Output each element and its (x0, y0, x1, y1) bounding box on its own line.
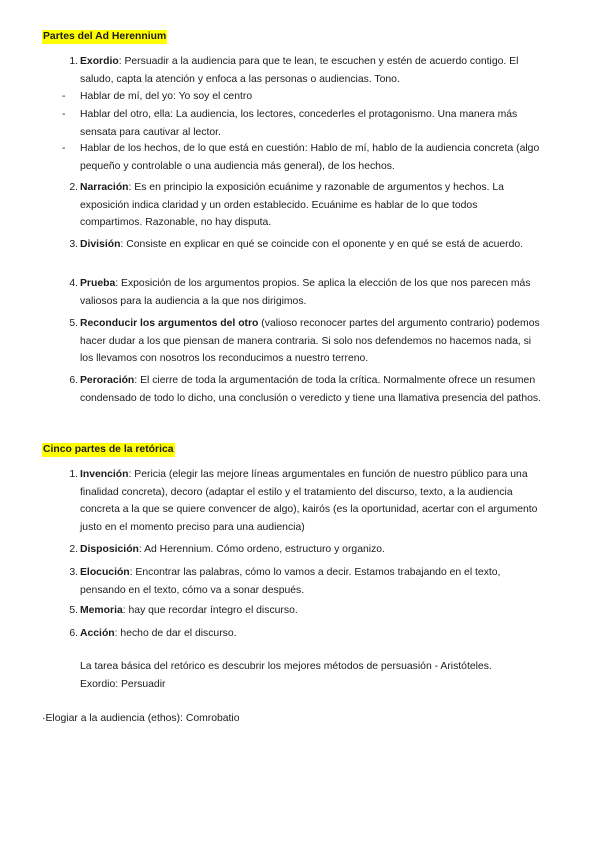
list-marker: 1. (69, 56, 78, 67)
list-item-body: : hecho de dar el discurso. (114, 628, 237, 639)
list-item-body: : Consiste en explicar en qué se coincide con el oponente y en qué se está de acuerdo. (120, 239, 524, 250)
list-marker: - (62, 109, 66, 120)
list-marker: - (62, 143, 66, 154)
list-marker: 5. (69, 605, 78, 616)
list-item-term: Peroración (80, 375, 135, 386)
list-item-body: Hablar del otro, ella: La audiencia, los lectores, concederles el protagonismo. Una manera más sensata para cautivar al lector. (80, 109, 518, 138)
list-item-term: Reconducir los argumentos del otro (80, 318, 259, 329)
list-item-text (80, 179, 542, 232)
list-item-text (80, 53, 542, 88)
list-item-text (80, 315, 542, 368)
list-item-term: Elocución (80, 567, 130, 578)
list-item-term: Memoria (80, 605, 123, 616)
list-item-term: División (80, 239, 121, 250)
list-item-body: : Ad Herennium. Cómo ordeno, estructuro y organizo. (138, 544, 385, 555)
list-item-term: Prueba (80, 278, 116, 289)
list-item-text (80, 106, 542, 141)
list-item-text (80, 275, 542, 310)
list-item-term: Disposición (80, 544, 139, 555)
list-item-text (80, 466, 542, 536)
list-item-body: : Persuadir a la audiencia para que te lean, te escuchen y estén de acuerdo contigo. El saludo, capta la atención y enfoca a las personas o audiencias. Tono. (80, 56, 519, 85)
list-item-text (80, 602, 542, 620)
list-marker: 4. (69, 278, 78, 289)
list-item-body: (valioso reconocer partes del argumento contrario) podemos hacer dudar a los que piensan de manera contraria. Si solo nos defendemos no hacemos nada, si los llevamos con nosotros los reconducimos a nuestro terreno. (80, 318, 540, 364)
footer-note: ·Elogiar a la audiencia (ethos): Comrobatio (42, 713, 240, 724)
list-marker: 2. (69, 182, 78, 193)
list-item-body: Hablar de mí, del yo: Yo soy el centro (80, 91, 253, 102)
list-item-text (80, 564, 542, 599)
list-item-text (80, 625, 542, 643)
list-item-body: : El cierre de toda la argumentación de toda la crítica. Normalmente ofrece un resumen condensado de todo lo dicho, una conclusión o veredicto y tiene una llamativa presencia del pathos. (80, 375, 541, 404)
section1-heading: Partes del Ad Herennium (43, 31, 167, 42)
list-marker: 1. (69, 469, 78, 480)
list-marker: 6. (69, 375, 78, 386)
list-item-term: Exordio (80, 56, 119, 67)
list-item-term: Narración (80, 182, 129, 193)
list-item-body: : Es en principio la exposición ecuánime y razonable de argumentos y hechos. La exposición indica claridad y un orden establecido. Ecuánime es hablar de lo que todos compartimos. Razonable, no hay disputa. (80, 182, 504, 228)
list-item-body: : Pericia (elegir las mejore líneas argumentales en función de nuestro público para una finalidad concreta), decoro (adaptar el estilo y el tratamiento del discurso, texto, a la audiencia concreta a la que se quiere convencer de algo), kairós (es la oportunidad, acertar con el argumento justo en el momento preciso para una audiencia) (80, 469, 538, 533)
note-quote: La tarea básica del retórico es descubrir los mejores métodos de persuasión - Aristóteles. (80, 661, 492, 672)
list-item-text (80, 372, 542, 407)
list-item-body: : Exposición de los argumentos propios. Se aplica la elección de los que nos parecen más valiosos para la audiencia a la que nos dirigimos. (80, 278, 531, 307)
list-item-term: Invención (80, 469, 129, 480)
list-marker: 6. (69, 628, 78, 639)
section2-heading: Cinco partes de la retórica (43, 444, 174, 455)
note-exordio: Exordio: Persuadir (80, 679, 166, 690)
list-item-text (80, 541, 542, 559)
list-marker: - (62, 91, 66, 102)
list-item-text (80, 88, 542, 106)
list-marker: 2. (69, 544, 78, 555)
list-marker: 3. (69, 239, 78, 250)
list-item-body: : hay que recordar íntegro el discurso. (122, 605, 298, 616)
list-item-text (80, 236, 542, 254)
list-item-text (80, 140, 542, 175)
list-marker: 5. (69, 318, 78, 329)
list-item-body: : Encontrar las palabras, cómo lo vamos a decir. Estamos trabajando en el texto, pensando en el texto, cómo va a sonar después. (80, 567, 501, 596)
list-item-body: Hablar de los hechos, de lo que está en cuestión: Hablo de mí, hablo de la audiencia concreta (algo pequeño y controlable o una audiencia más general), de los hechos. (80, 143, 540, 172)
list-marker: 3. (69, 567, 78, 578)
list-item-term: Acción (80, 628, 115, 639)
